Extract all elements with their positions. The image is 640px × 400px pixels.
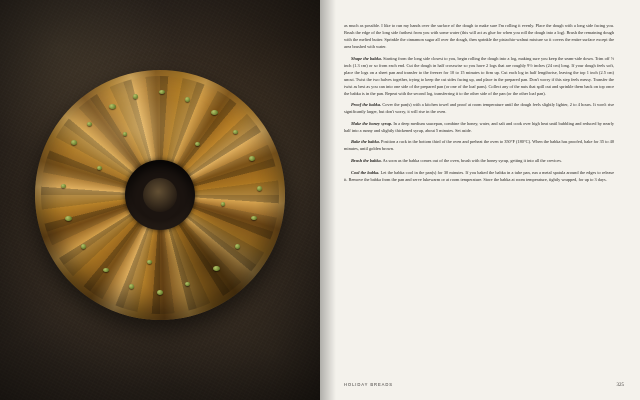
paragraph-text: Cover the pan(s) with a kitchen towel and proof at room temperature until the dough feels slightly lighter, 2 to 4 hours. It won't rise significantly larger, but don't worry, it will rise in the oven. bbox=[344, 102, 614, 115]
pistachio-crumb bbox=[211, 110, 218, 115]
paragraph-text: as much as possible. I like to run my hands over the surface of the dough to make sure I'm rolling it evenly. Place the dough with a long side facing you. Brush the edge of the long side farthest from you with some water (this will act as glue for when you roll the dough into a log). Brush the remaining dough with the melted butter. Sprinkle the cinnamon sugar all over the dough, then sprinkle the pistachio-walnut mixture so it covers the entire surface except the area brushed with water. bbox=[344, 23, 614, 50]
bundt-center-hole bbox=[125, 160, 195, 230]
paragraph-text: Starting from the long side closest to you, begin rolling the dough into a log, making sure you keep the seam-side down. Trim off ½ inch (1.3 cm) or so from each end. Cut the dough in half crosswise so you have 2 logs that are roughly 9½ inches (24 cm) long. If your dough feels soft, place the logs on a sheet pan and transfer to the freezer for 10 to 15 minutes to firm up. Cut each log in half lengthwise, leaving the top 1 inch (2.5 cm) uncut. Twist the two halves together, trying to keep the cut sides facing up, and place in the prepared pan. Don't worry if this step feels messy. Transfer the twist as best as you can into one side of the prepared pan (or one of the loaf pans). Collect any of the nuts that spill out and sprinkle them back on top once the babka is in the pan. Repeat with the second log, transferring it to the other side of the pan (or the other loaf pan). bbox=[344, 55, 614, 96]
pistachio-crumb bbox=[257, 186, 262, 191]
paragraph-lead-in: Make the honey syrup. bbox=[351, 120, 393, 126]
page-footer bbox=[344, 382, 624, 388]
paragraph-make-the-honey-syrup bbox=[344, 120, 614, 134]
pistachio-crumb bbox=[159, 90, 165, 94]
paragraph-shape-the-babka bbox=[344, 55, 614, 97]
recipe-body-column bbox=[344, 22, 614, 187]
pistachio-crumb bbox=[147, 260, 152, 264]
pistachio-crumb bbox=[213, 266, 220, 271]
paragraph-proof-the-babka bbox=[344, 101, 614, 115]
pistachio-crumb bbox=[103, 268, 109, 272]
pistachio-crumb bbox=[157, 290, 163, 295]
paragraph-lead-in: Brush the babka. bbox=[351, 158, 382, 163]
paragraph-lead-in: Shape the babka. bbox=[351, 55, 382, 61]
paragraph-cool-the-babka bbox=[344, 169, 614, 183]
pistachio-crumb bbox=[109, 104, 116, 109]
pistachio-crumb bbox=[185, 282, 190, 286]
pistachio-crumb bbox=[81, 244, 86, 249]
pistachio-crumb bbox=[129, 284, 134, 289]
paragraph-text: As soon as the babka comes out of the oven, brush with the honey syrup, getting it into all the crevices. bbox=[381, 158, 563, 163]
paragraph-text: Let the babka cool in the pan(s) for 30 minutes. If you baked the babka in a tube pan, run a metal spatula around the edges to release it. Remove the babka from the pan and serve lukewarm or at room temperature. Store the babka at room temperature, tightly wrapped, for up to 3 days. bbox=[344, 169, 614, 182]
paragraph-text: Position a rack in the bottom third of the oven and preheat the oven to 350°F (180°C). When the babka has proofed, bake for 35 to 40 minutes, until golden brown. bbox=[344, 139, 614, 152]
paragraph-lead-in: Bake the babka. bbox=[351, 139, 380, 145]
paragraph-text: In a deep medium saucepan, combine the honey, water, and salt and cook over high heat until bubbling and reduced by nearly half into a runny and slightly thickened syrup, about 5 minutes. Set aside. bbox=[344, 120, 614, 133]
pistachio-crumb bbox=[61, 184, 66, 188]
pistachio-crumb bbox=[185, 97, 190, 102]
pistachio-crumb bbox=[97, 166, 102, 170]
paragraph-brush-the-babka bbox=[344, 157, 614, 164]
running-head: HOLIDAY BREADS bbox=[344, 382, 393, 387]
pistachio-crumb bbox=[251, 216, 257, 220]
paragraph-continuation bbox=[344, 22, 614, 50]
pistachio-crumb bbox=[221, 202, 225, 206]
pistachio-crumb bbox=[133, 94, 138, 99]
pistachio-crumb bbox=[233, 130, 238, 134]
pistachio-crumb bbox=[195, 142, 200, 146]
pistachio-crumb bbox=[71, 140, 77, 145]
pistachio-crumb bbox=[249, 156, 255, 161]
pistachio-crumb bbox=[65, 216, 72, 221]
right-page-text bbox=[320, 0, 640, 400]
bundt-babka bbox=[35, 70, 285, 320]
pistachio-crumb bbox=[87, 122, 92, 126]
bundt-center-hole-inner bbox=[143, 178, 177, 212]
page-number: 325 bbox=[616, 383, 624, 388]
paragraph-bake-the-babka bbox=[344, 138, 614, 152]
pistachio-crumb bbox=[123, 132, 127, 136]
paragraph-lead-in: Cool the babka. bbox=[351, 169, 380, 175]
pistachio-crumb bbox=[235, 244, 240, 249]
paragraph-lead-in: Proof the babka. bbox=[351, 102, 382, 108]
